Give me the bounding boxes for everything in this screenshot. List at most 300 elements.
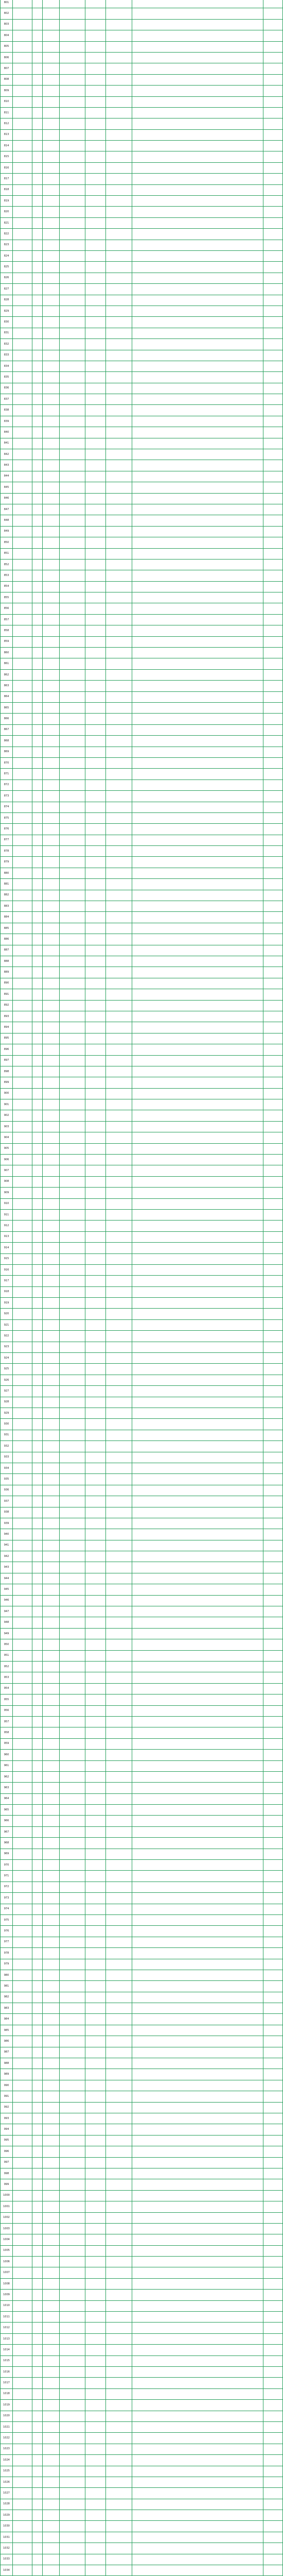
- cell-col4: [43, 2488, 60, 2499]
- cell-col6: [85, 162, 106, 173]
- cell-col5: [60, 1573, 85, 1584]
- cell-name: [13, 1188, 32, 1198]
- cell-col6: [85, 2333, 106, 2344]
- cell-id: 960: [1, 1750, 13, 1760]
- cell-col6: [85, 63, 106, 74]
- cell-col8: [132, 1783, 263, 1793]
- cell-gender: [32, 449, 43, 460]
- cell-col5: [60, 2113, 85, 2124]
- cell-col4: [43, 2234, 60, 2245]
- table-row: [1, 262, 283, 273]
- cell-col4: [43, 162, 60, 173]
- cell-col4: [43, 1364, 60, 1375]
- cell-col8: [132, 912, 263, 923]
- cell-col4: [43, 174, 60, 184]
- cell-col5: [60, 339, 85, 350]
- cell-col7: [106, 879, 132, 890]
- cell-col4: [43, 383, 60, 394]
- cell-col4: [43, 890, 60, 901]
- cell-col9: [263, 691, 283, 702]
- table-row: [1, 1871, 283, 1882]
- cell-col8: [132, 2223, 263, 2234]
- cell-col5: [60, 934, 85, 945]
- table-row: [1, 581, 283, 592]
- cell-col9: [263, 2113, 283, 2124]
- cell-col7: [106, 229, 132, 240]
- cell-col5: [60, 2565, 85, 2576]
- cell-col9: [263, 1044, 283, 1055]
- cell-id: 975: [1, 1914, 13, 1925]
- cell-col4: [43, 405, 60, 416]
- cell-col8: [132, 1033, 263, 1044]
- cell-gender: [32, 2323, 43, 2333]
- cell-col9: [263, 2290, 283, 2300]
- cell-id: 810: [1, 96, 13, 107]
- cell-col9: [263, 107, 283, 118]
- cell-col8: [132, 1959, 263, 1970]
- cell-id: 940: [1, 1529, 13, 1540]
- cell-col8: [132, 2333, 263, 2344]
- cell-col7: [106, 537, 132, 548]
- cell-col6: [85, 1099, 106, 1110]
- cell-col5: [60, 1937, 85, 1947]
- cell-col6: [85, 1198, 106, 1209]
- cell-col8: [132, 1198, 263, 1209]
- table-row: [1, 394, 283, 405]
- cell-col7: [106, 1738, 132, 1749]
- cell-col5: [60, 1121, 85, 1132]
- cell-id: 832: [1, 339, 13, 350]
- cell-gender: [32, 1408, 43, 1419]
- cell-col6: [85, 1551, 106, 1562]
- cell-col7: [106, 846, 132, 857]
- cell-col8: [132, 1155, 263, 1165]
- cell-name: [13, 2355, 32, 2366]
- table-row: [1, 339, 283, 350]
- cell-name: [13, 1639, 32, 1650]
- cell-col5: [60, 1253, 85, 1264]
- cell-gender: [32, 504, 43, 515]
- cell-col6: [85, 1165, 106, 1176]
- cell-col9: [263, 1165, 283, 1176]
- cell-col4: [43, 2036, 60, 2047]
- table-row: [1, 1760, 283, 1771]
- cell-id: 893: [1, 1011, 13, 1022]
- cell-col8: [132, 736, 263, 747]
- table-row: [1, 217, 283, 228]
- cell-col5: [60, 1992, 85, 2003]
- cell-col7: [106, 835, 132, 845]
- cell-name: [13, 1496, 32, 1507]
- table-row: [1, 19, 283, 30]
- cell-col9: [263, 648, 283, 658]
- cell-gender: [32, 978, 43, 989]
- cell-col9: [263, 835, 283, 845]
- table-row: [1, 1143, 283, 1154]
- cell-col7: [106, 1992, 132, 2003]
- cell-col4: [43, 2267, 60, 2278]
- cell-col9: [263, 1055, 283, 1066]
- cell-name: [13, 1738, 32, 1749]
- table-row: [1, 2323, 283, 2333]
- table-row: [1, 879, 283, 890]
- cell-id: 823: [1, 240, 13, 250]
- cell-name: [13, 118, 32, 129]
- cell-id: 929: [1, 1408, 13, 1419]
- cell-col9: [263, 1562, 283, 1573]
- cell-col4: [43, 240, 60, 250]
- cell-gender: [32, 107, 43, 118]
- cell-col8: [132, 1893, 263, 1904]
- table-row: [1, 1353, 283, 1364]
- cell-col4: [43, 196, 60, 207]
- cell-col8: [132, 2157, 263, 2168]
- cell-col6: [85, 1573, 106, 1584]
- cell-col6: [85, 317, 106, 328]
- cell-name: [13, 901, 32, 912]
- table-row: [1, 1727, 283, 1738]
- table-row: [1, 129, 283, 140]
- cell-col4: [43, 2091, 60, 2102]
- cell-id: 818: [1, 184, 13, 195]
- cell-col7: [106, 625, 132, 636]
- cell-id: 875: [1, 812, 13, 823]
- cell-gender: [32, 779, 43, 790]
- cell-name: [13, 967, 32, 978]
- cell-gender: [32, 857, 43, 868]
- cell-col8: [132, 1738, 263, 1749]
- cell-col8: [132, 1860, 263, 1871]
- cell-col4: [43, 460, 60, 471]
- cell-col9: [263, 2411, 283, 2421]
- cell-col8: [132, 1683, 263, 1694]
- cell-col6: [85, 129, 106, 140]
- cell-col5: [60, 361, 85, 371]
- cell-col6: [85, 1727, 106, 1738]
- cell-col9: [263, 460, 283, 471]
- cell-col8: [132, 1540, 263, 1551]
- cell-col4: [43, 250, 60, 261]
- cell-col5: [60, 471, 85, 482]
- cell-col4: [43, 2069, 60, 2080]
- table-row: [1, 2355, 283, 2366]
- cell-gender: [32, 1221, 43, 1231]
- cell-col9: [263, 736, 283, 747]
- cell-col6: [85, 2234, 106, 2245]
- cell-name: [13, 879, 32, 890]
- cell-id: 895: [1, 1033, 13, 1044]
- cell-id: 956: [1, 1705, 13, 1716]
- cell-col7: [106, 681, 132, 691]
- table-row: [1, 945, 283, 956]
- cell-col8: [132, 614, 263, 625]
- cell-col8: [132, 1496, 263, 1507]
- cell-col4: [43, 96, 60, 107]
- cell-col5: [60, 493, 85, 504]
- cell-name: [13, 2257, 32, 2267]
- cell-col4: [43, 1882, 60, 1892]
- cell-col5: [60, 2378, 85, 2388]
- cell-col4: [43, 1595, 60, 1606]
- cell-col9: [263, 1981, 283, 1992]
- cell-name: [13, 1771, 32, 1782]
- cell-col9: [263, 86, 283, 96]
- cell-col9: [263, 779, 283, 790]
- cell-col4: [43, 2312, 60, 2323]
- cell-col7: [106, 317, 132, 328]
- table-row: [1, 2267, 283, 2278]
- cell-col4: [43, 2257, 60, 2267]
- cell-col6: [85, 1408, 106, 1419]
- cell-col7: [106, 1970, 132, 1980]
- cell-col5: [60, 1033, 85, 1044]
- cell-col8: [132, 956, 263, 967]
- cell-col6: [85, 736, 106, 747]
- cell-id: 840: [1, 427, 13, 438]
- cell-col6: [85, 1959, 106, 1970]
- cell-col7: [106, 2257, 132, 2267]
- cell-id: 958: [1, 1727, 13, 1738]
- cell-col7: [106, 162, 132, 173]
- cell-col7: [106, 2146, 132, 2157]
- cell-gender: [32, 2190, 43, 2201]
- cell-col8: [132, 2124, 263, 2135]
- cell-gender: [32, 1584, 43, 1595]
- cell-col4: [43, 681, 60, 691]
- table-row: [1, 162, 283, 173]
- cell-col9: [263, 295, 283, 306]
- cell-gender: [32, 1155, 43, 1165]
- table-row: [1, 141, 283, 151]
- cell-id: 892: [1, 1000, 13, 1011]
- cell-col7: [106, 1033, 132, 1044]
- table-row: [1, 1000, 283, 1011]
- cell-col4: [43, 1276, 60, 1286]
- cell-id: 907: [1, 1165, 13, 1176]
- cell-gender: [32, 1309, 43, 1319]
- cell-col6: [85, 603, 106, 614]
- cell-col7: [106, 824, 132, 835]
- cell-col6: [85, 625, 106, 636]
- table-row: [1, 482, 283, 493]
- table-row: [1, 2091, 283, 2102]
- cell-col4: [43, 1948, 60, 1959]
- cell-gender: [32, 2510, 43, 2521]
- cell-col7: [106, 405, 132, 416]
- cell-name: [13, 184, 32, 195]
- cell-col8: [132, 1430, 263, 1440]
- cell-id: 884: [1, 912, 13, 923]
- cell-col8: [132, 2477, 263, 2487]
- cell-col5: [60, 1694, 85, 1705]
- table-row: [1, 1253, 283, 1264]
- cell-col9: [263, 504, 283, 515]
- cell-col5: [60, 196, 85, 207]
- cell-col8: [132, 1408, 263, 1419]
- cell-col4: [43, 791, 60, 802]
- cell-col9: [263, 1066, 283, 1077]
- cell-gender: [32, 802, 43, 812]
- cell-name: [13, 1408, 32, 1419]
- cell-name: [13, 2532, 32, 2543]
- table-row: [1, 1970, 283, 1980]
- cell-col8: [132, 1055, 263, 1066]
- cell-col7: [106, 2366, 132, 2377]
- cell-id: 1023: [1, 2444, 13, 2454]
- cell-name: [13, 339, 32, 350]
- cell-col6: [85, 8, 106, 19]
- cell-col8: [132, 1066, 263, 1077]
- cell-col4: [43, 1860, 60, 1871]
- cell-name: [13, 1507, 32, 1518]
- cell-col9: [263, 1143, 283, 1154]
- cell-col4: [43, 1992, 60, 2003]
- cell-col8: [132, 2146, 263, 2157]
- cell-col9: [263, 141, 283, 151]
- cell-col9: [263, 1441, 283, 1452]
- cell-col8: [132, 603, 263, 614]
- cell-name: [13, 1375, 32, 1385]
- cell-id: 821: [1, 217, 13, 228]
- cell-gender: [32, 603, 43, 614]
- cell-gender: [32, 1143, 43, 1154]
- cell-col5: [60, 1871, 85, 1882]
- cell-col4: [43, 769, 60, 779]
- table-row: [1, 2444, 283, 2454]
- cell-id: 824: [1, 250, 13, 261]
- cell-name: [13, 2510, 32, 2521]
- table-row: [1, 636, 283, 647]
- cell-col4: [43, 603, 60, 614]
- cell-col7: [106, 2179, 132, 2190]
- cell-gender: [32, 1198, 43, 1209]
- table-row: [1, 1793, 283, 1804]
- cell-col7: [106, 1793, 132, 1804]
- cell-col5: [60, 284, 85, 295]
- cell-col8: [132, 857, 263, 868]
- cell-col4: [43, 2113, 60, 2124]
- cell-name: [13, 956, 32, 967]
- cell-col8: [132, 2300, 263, 2311]
- table-row: [1, 1485, 283, 1496]
- cell-col7: [106, 1132, 132, 1143]
- cell-gender: [32, 63, 43, 74]
- cell-col7: [106, 1518, 132, 1529]
- cell-id: 882: [1, 890, 13, 901]
- cell-id: 1022: [1, 2433, 13, 2444]
- cell-col8: [132, 1397, 263, 1408]
- cell-name: [13, 2014, 32, 2025]
- cell-col8: [132, 1375, 263, 1385]
- cell-gender: [32, 2003, 43, 2014]
- cell-col5: [60, 2355, 85, 2366]
- cell-col9: [263, 757, 283, 768]
- cell-col7: [106, 2014, 132, 2025]
- cell-col9: [263, 1628, 283, 1639]
- cell-col4: [43, 217, 60, 228]
- cell-col6: [85, 2433, 106, 2444]
- cell-col9: [263, 2323, 283, 2333]
- table-row: [1, 1540, 283, 1551]
- cell-col9: [263, 592, 283, 603]
- cell-col4: [43, 394, 60, 405]
- cell-col5: [60, 482, 85, 493]
- cell-name: [13, 791, 32, 802]
- table-row: [1, 2179, 283, 2190]
- cell-id: 804: [1, 30, 13, 41]
- cell-col6: [85, 405, 106, 416]
- table-row: [1, 2300, 283, 2311]
- table-row: [1, 989, 283, 1000]
- cell-col7: [106, 1243, 132, 1253]
- cell-id: 1021: [1, 2421, 13, 2432]
- cell-col6: [85, 1331, 106, 1342]
- cell-col8: [132, 1937, 263, 1947]
- cell-col8: [132, 2267, 263, 2278]
- cell-col7: [106, 482, 132, 493]
- cell-col6: [85, 2245, 106, 2256]
- cell-gender: [32, 217, 43, 228]
- cell-name: [13, 2267, 32, 2278]
- cell-id: 1017: [1, 2378, 13, 2388]
- cell-col4: [43, 2025, 60, 2036]
- table-row: [1, 1816, 283, 1826]
- cell-id: 1014: [1, 2345, 13, 2355]
- cell-col7: [106, 107, 132, 118]
- cell-id: 807: [1, 63, 13, 74]
- cell-col5: [60, 96, 85, 107]
- cell-col8: [132, 250, 263, 261]
- cell-col5: [60, 129, 85, 140]
- cell-col5: [60, 989, 85, 1000]
- cell-col8: [132, 559, 263, 570]
- cell-name: [13, 669, 32, 680]
- cell-col7: [106, 2058, 132, 2069]
- cell-col9: [263, 1077, 283, 1088]
- cell-col6: [85, 691, 106, 702]
- table-row: [1, 559, 283, 570]
- cell-name: [13, 295, 32, 306]
- cell-col4: [43, 1198, 60, 1209]
- cell-col9: [263, 1452, 283, 1463]
- table-row: [1, 791, 283, 802]
- cell-id: 985: [1, 2025, 13, 2036]
- cell-col5: [60, 416, 85, 427]
- cell-col4: [43, 1716, 60, 1727]
- cell-col6: [85, 86, 106, 96]
- cell-col5: [60, 1716, 85, 1727]
- cell-name: [13, 1342, 32, 1352]
- cell-col4: [43, 438, 60, 449]
- cell-col6: [85, 2091, 106, 2102]
- cell-col7: [106, 945, 132, 956]
- cell-gender: [32, 8, 43, 19]
- cell-col9: [263, 2488, 283, 2499]
- cell-col6: [85, 1849, 106, 1859]
- cell-name: [13, 2058, 32, 2069]
- cell-col4: [43, 1639, 60, 1650]
- cell-col7: [106, 196, 132, 207]
- cell-name: [13, 162, 32, 173]
- cell-col8: [132, 174, 263, 184]
- cell-col8: [132, 1914, 263, 1925]
- cell-gender: [32, 1386, 43, 1397]
- cell-name: [13, 74, 32, 85]
- cell-col4: [43, 812, 60, 823]
- cell-name: [13, 1121, 32, 1132]
- cell-col9: [263, 1760, 283, 1771]
- cell-col5: [60, 273, 85, 283]
